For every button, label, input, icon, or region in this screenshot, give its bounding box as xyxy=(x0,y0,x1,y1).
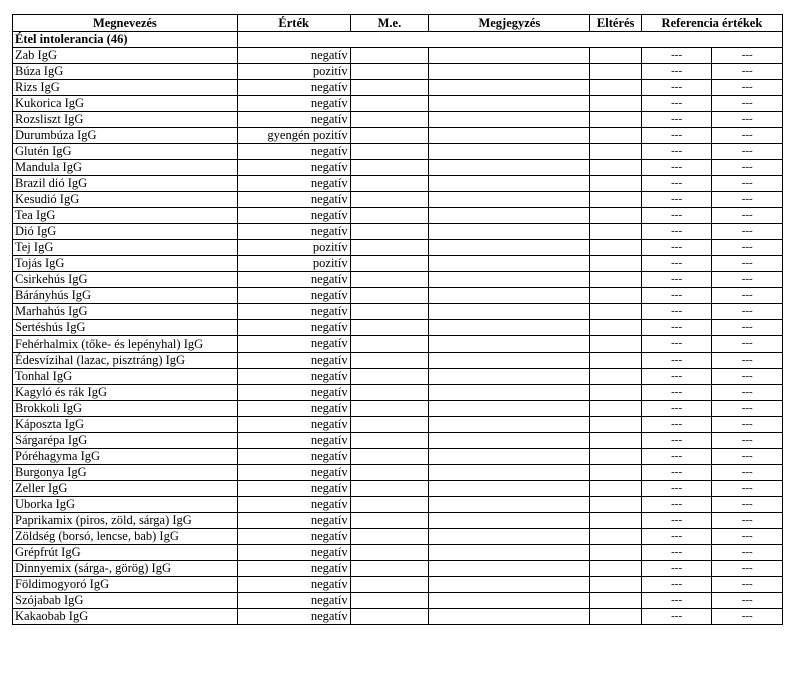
test-name: Káposzta IgG xyxy=(13,417,238,433)
test-diff xyxy=(590,529,641,545)
test-unit xyxy=(350,385,429,401)
test-name: Marhahús IgG xyxy=(13,304,238,320)
reference-high: --- xyxy=(712,369,783,385)
table-row xyxy=(13,481,783,497)
test-note xyxy=(429,401,590,417)
test-name: Brokkoli IgG xyxy=(13,401,238,417)
header-row xyxy=(13,15,783,32)
reference-high: --- xyxy=(712,433,783,449)
test-unit xyxy=(350,256,429,272)
reference-low: --- xyxy=(641,144,712,160)
test-unit xyxy=(350,208,429,224)
test-value: negatív xyxy=(237,417,350,433)
test-name: Paprikamix (piros, zöld, sárga) IgG xyxy=(13,513,238,529)
test-note xyxy=(429,112,590,128)
test-unit xyxy=(350,593,429,609)
table-row xyxy=(13,465,783,481)
reference-low: --- xyxy=(641,336,712,353)
test-diff xyxy=(590,609,641,625)
reference-high: --- xyxy=(712,385,783,401)
reference-low: --- xyxy=(641,208,712,224)
test-name: Brazil dió IgG xyxy=(13,176,238,192)
test-unit xyxy=(350,224,429,240)
test-note xyxy=(429,224,590,240)
table-row xyxy=(13,304,783,320)
reference-low: --- xyxy=(641,112,712,128)
test-name: Fehérhalmix (tőke- és lepényhal) IgG xyxy=(13,336,238,353)
test-note xyxy=(429,433,590,449)
test-diff xyxy=(590,320,641,336)
test-value: negatív xyxy=(237,529,350,545)
reference-high: --- xyxy=(712,240,783,256)
test-note xyxy=(429,256,590,272)
test-diff xyxy=(590,336,641,353)
test-name: Rozsliszt IgG xyxy=(13,112,238,128)
reference-high: --- xyxy=(712,96,783,112)
test-unit xyxy=(350,48,429,64)
reference-low: --- xyxy=(641,96,712,112)
test-unit xyxy=(350,304,429,320)
test-value: negatív xyxy=(237,369,350,385)
test-diff xyxy=(590,64,641,80)
table-row xyxy=(13,336,783,353)
reference-high: --- xyxy=(712,256,783,272)
table-row xyxy=(13,176,783,192)
test-unit xyxy=(350,577,429,593)
reference-high: --- xyxy=(712,288,783,304)
header-diff: Eltérés xyxy=(590,15,641,32)
test-diff xyxy=(590,208,641,224)
test-note xyxy=(429,48,590,64)
test-diff xyxy=(590,433,641,449)
reference-low: --- xyxy=(641,128,712,144)
test-diff xyxy=(590,96,641,112)
test-unit xyxy=(350,369,429,385)
reference-low: --- xyxy=(641,433,712,449)
test-name: Tej IgG xyxy=(13,240,238,256)
test-diff xyxy=(590,80,641,96)
test-diff xyxy=(590,401,641,417)
table-row xyxy=(13,112,783,128)
reference-high: --- xyxy=(712,577,783,593)
test-unit xyxy=(350,417,429,433)
header-unit: M.e. xyxy=(350,15,429,32)
reference-high: --- xyxy=(712,48,783,64)
test-note xyxy=(429,593,590,609)
test-value: negatív xyxy=(237,385,350,401)
reference-low: --- xyxy=(641,465,712,481)
test-unit xyxy=(350,449,429,465)
test-note xyxy=(429,609,590,625)
test-diff xyxy=(590,112,641,128)
reference-low: --- xyxy=(641,304,712,320)
test-name: Kakaobab IgG xyxy=(13,609,238,625)
test-name: Bárányhús IgG xyxy=(13,288,238,304)
test-diff xyxy=(590,240,641,256)
test-diff xyxy=(590,353,641,369)
test-value: negatív xyxy=(237,272,350,288)
test-diff xyxy=(590,224,641,240)
test-unit xyxy=(350,144,429,160)
table-row xyxy=(13,385,783,401)
test-value: negatív xyxy=(237,401,350,417)
test-value: negatív xyxy=(237,144,350,160)
test-name: Durumbúza IgG xyxy=(13,128,238,144)
reference-low: --- xyxy=(641,417,712,433)
table-row xyxy=(13,64,783,80)
test-unit xyxy=(350,176,429,192)
test-name: Zöldség (borsó, lencse, bab) IgG xyxy=(13,529,238,545)
test-unit xyxy=(350,609,429,625)
reference-low: --- xyxy=(641,385,712,401)
reference-low: --- xyxy=(641,240,712,256)
test-value: gyengén pozitív xyxy=(237,128,350,144)
reference-low: --- xyxy=(641,48,712,64)
test-diff xyxy=(590,176,641,192)
reference-high: --- xyxy=(712,417,783,433)
test-note xyxy=(429,513,590,529)
reference-low: --- xyxy=(641,609,712,625)
reference-high: --- xyxy=(712,449,783,465)
table-row xyxy=(13,320,783,336)
test-unit xyxy=(350,401,429,417)
reference-high: --- xyxy=(712,64,783,80)
test-note xyxy=(429,577,590,593)
test-value: negatív xyxy=(237,224,350,240)
test-diff xyxy=(590,160,641,176)
test-note xyxy=(429,128,590,144)
test-unit xyxy=(350,433,429,449)
table-row xyxy=(13,48,783,64)
reference-high: --- xyxy=(712,320,783,336)
test-value: negatív xyxy=(237,465,350,481)
test-note xyxy=(429,176,590,192)
table-row xyxy=(13,545,783,561)
test-name: Sárgarépa IgG xyxy=(13,433,238,449)
table-row xyxy=(13,577,783,593)
table-row xyxy=(13,192,783,208)
test-name: Rizs IgG xyxy=(13,80,238,96)
test-value: negatív xyxy=(237,160,350,176)
reference-high: --- xyxy=(712,128,783,144)
test-name: Kagyló és rák IgG xyxy=(13,385,238,401)
reference-high: --- xyxy=(712,192,783,208)
reference-high: --- xyxy=(712,224,783,240)
reference-high: --- xyxy=(712,176,783,192)
test-unit xyxy=(350,529,429,545)
reference-low: --- xyxy=(641,224,712,240)
test-diff xyxy=(590,385,641,401)
test-value: pozitív xyxy=(237,256,350,272)
test-value: negatív xyxy=(237,353,350,369)
table-row xyxy=(13,369,783,385)
reference-low: --- xyxy=(641,401,712,417)
test-value: negatív xyxy=(237,577,350,593)
test-name: Szójabab IgG xyxy=(13,593,238,609)
reference-low: --- xyxy=(641,176,712,192)
test-note xyxy=(429,272,590,288)
test-note xyxy=(429,529,590,545)
header-reference: Referencia értékek xyxy=(641,15,782,32)
test-value: negatív xyxy=(237,561,350,577)
test-note xyxy=(429,385,590,401)
reference-high: --- xyxy=(712,336,783,353)
reference-high: --- xyxy=(712,497,783,513)
reference-high: --- xyxy=(712,304,783,320)
test-value: negatív xyxy=(237,176,350,192)
test-note xyxy=(429,481,590,497)
test-value: negatív xyxy=(237,48,350,64)
reference-low: --- xyxy=(641,513,712,529)
reference-high: --- xyxy=(712,609,783,625)
test-value: negatív xyxy=(237,481,350,497)
test-value: negatív xyxy=(237,288,350,304)
test-value: negatív xyxy=(237,304,350,320)
reference-high: --- xyxy=(712,529,783,545)
test-name: Grépfrút IgG xyxy=(13,545,238,561)
reference-low: --- xyxy=(641,256,712,272)
table-row xyxy=(13,240,783,256)
test-name: Póréhagyma IgG xyxy=(13,449,238,465)
test-name: Csirkehús IgG xyxy=(13,272,238,288)
results-table xyxy=(12,14,783,625)
table-row xyxy=(13,208,783,224)
table-row xyxy=(13,609,783,625)
reference-low: --- xyxy=(641,577,712,593)
reference-low: --- xyxy=(641,561,712,577)
test-unit xyxy=(350,96,429,112)
reference-high: --- xyxy=(712,545,783,561)
section-row xyxy=(13,32,783,48)
test-name: Tea IgG xyxy=(13,208,238,224)
test-diff xyxy=(590,593,641,609)
test-note xyxy=(429,545,590,561)
test-unit xyxy=(350,465,429,481)
table-row xyxy=(13,353,783,369)
test-diff xyxy=(590,272,641,288)
test-name: Kesudió IgG xyxy=(13,192,238,208)
test-note xyxy=(429,449,590,465)
table-row xyxy=(13,96,783,112)
test-note xyxy=(429,192,590,208)
reference-low: --- xyxy=(641,481,712,497)
test-value: negatív xyxy=(237,545,350,561)
test-name: Zab IgG xyxy=(13,48,238,64)
table-row xyxy=(13,288,783,304)
test-name: Tonhal IgG xyxy=(13,369,238,385)
section-title: Étel intolerancia (46) xyxy=(13,32,238,48)
test-note xyxy=(429,240,590,256)
reference-low: --- xyxy=(641,80,712,96)
table-row xyxy=(13,529,783,545)
table-row xyxy=(13,417,783,433)
test-value: negatív xyxy=(237,208,350,224)
test-name: Dió IgG xyxy=(13,224,238,240)
table-row xyxy=(13,497,783,513)
reference-low: --- xyxy=(641,192,712,208)
test-unit xyxy=(350,64,429,80)
table-row xyxy=(13,561,783,577)
table-row xyxy=(13,160,783,176)
test-note xyxy=(429,96,590,112)
test-name: Búza IgG xyxy=(13,64,238,80)
table-row xyxy=(13,80,783,96)
reference-high: --- xyxy=(712,160,783,176)
test-name: Mandula IgG xyxy=(13,160,238,176)
test-note xyxy=(429,160,590,176)
test-unit xyxy=(350,561,429,577)
test-name: Sertéshús IgG xyxy=(13,320,238,336)
reference-low: --- xyxy=(641,449,712,465)
test-unit xyxy=(350,497,429,513)
reference-low: --- xyxy=(641,497,712,513)
reference-low: --- xyxy=(641,353,712,369)
reference-low: --- xyxy=(641,272,712,288)
test-note xyxy=(429,80,590,96)
test-diff xyxy=(590,417,641,433)
table-row xyxy=(13,593,783,609)
table-row xyxy=(13,256,783,272)
test-diff xyxy=(590,481,641,497)
test-unit xyxy=(350,545,429,561)
test-unit xyxy=(350,336,429,353)
reference-low: --- xyxy=(641,288,712,304)
test-value: negatív xyxy=(237,513,350,529)
reference-low: --- xyxy=(641,64,712,80)
test-name: Tojás IgG xyxy=(13,256,238,272)
reference-high: --- xyxy=(712,80,783,96)
table-row xyxy=(13,433,783,449)
test-name: Dinnyemix (sárga-, görög) IgG xyxy=(13,561,238,577)
test-value: negatív xyxy=(237,449,350,465)
reference-low: --- xyxy=(641,529,712,545)
table-row xyxy=(13,224,783,240)
reference-low: --- xyxy=(641,369,712,385)
reference-high: --- xyxy=(712,593,783,609)
reference-high: --- xyxy=(712,272,783,288)
test-value: negatív xyxy=(237,336,350,353)
test-diff xyxy=(590,465,641,481)
test-note xyxy=(429,288,590,304)
test-name: Kukorica IgG xyxy=(13,96,238,112)
test-value: negatív xyxy=(237,593,350,609)
test-value: negatív xyxy=(237,96,350,112)
test-diff xyxy=(590,513,641,529)
reference-high: --- xyxy=(712,513,783,529)
test-unit xyxy=(350,481,429,497)
table-row xyxy=(13,128,783,144)
test-unit xyxy=(350,240,429,256)
test-diff xyxy=(590,561,641,577)
reference-low: --- xyxy=(641,545,712,561)
header-note: Megjegyzés xyxy=(429,15,590,32)
header-name: Megnevezés xyxy=(13,15,238,32)
reference-high: --- xyxy=(712,353,783,369)
test-note xyxy=(429,353,590,369)
section-filler xyxy=(237,32,782,48)
reference-high: --- xyxy=(712,144,783,160)
test-name: Zeller IgG xyxy=(13,481,238,497)
test-unit xyxy=(350,353,429,369)
test-diff xyxy=(590,304,641,320)
reference-high: --- xyxy=(712,561,783,577)
test-diff xyxy=(590,577,641,593)
test-note xyxy=(429,144,590,160)
test-diff xyxy=(590,128,641,144)
reference-high: --- xyxy=(712,112,783,128)
test-unit xyxy=(350,192,429,208)
reference-low: --- xyxy=(641,320,712,336)
reference-high: --- xyxy=(712,208,783,224)
test-value: negatív xyxy=(237,192,350,208)
test-value: negatív xyxy=(237,433,350,449)
test-value: negatív xyxy=(237,609,350,625)
test-name: Uborka IgG xyxy=(13,497,238,513)
reference-low: --- xyxy=(641,593,712,609)
test-name: Glutén IgG xyxy=(13,144,238,160)
header-value: Érték xyxy=(237,15,350,32)
test-note xyxy=(429,369,590,385)
table-row xyxy=(13,513,783,529)
test-unit xyxy=(350,128,429,144)
test-name: Földimogyoró IgG xyxy=(13,577,238,593)
test-value: negatív xyxy=(237,497,350,513)
test-unit xyxy=(350,112,429,128)
test-note xyxy=(429,304,590,320)
test-diff xyxy=(590,48,641,64)
test-diff xyxy=(590,369,641,385)
test-value: pozitív xyxy=(237,240,350,256)
reference-high: --- xyxy=(712,401,783,417)
test-note xyxy=(429,320,590,336)
test-diff xyxy=(590,192,641,208)
test-unit xyxy=(350,288,429,304)
test-value: negatív xyxy=(237,112,350,128)
table-row xyxy=(13,449,783,465)
test-value: pozitív xyxy=(237,64,350,80)
test-value: negatív xyxy=(237,320,350,336)
test-unit xyxy=(350,160,429,176)
reference-low: --- xyxy=(641,160,712,176)
test-note xyxy=(429,497,590,513)
test-unit xyxy=(350,320,429,336)
test-diff xyxy=(590,144,641,160)
test-unit xyxy=(350,80,429,96)
test-note xyxy=(429,64,590,80)
test-name: Édesvízihal (lazac, pisztráng) IgG xyxy=(13,353,238,369)
test-diff xyxy=(590,497,641,513)
test-name: Burgonya IgG xyxy=(13,465,238,481)
test-diff xyxy=(590,545,641,561)
test-diff xyxy=(590,288,641,304)
reference-high: --- xyxy=(712,481,783,497)
test-value: negatív xyxy=(237,80,350,96)
test-note xyxy=(429,336,590,353)
table-row xyxy=(13,401,783,417)
test-note xyxy=(429,465,590,481)
test-diff xyxy=(590,449,641,465)
test-unit xyxy=(350,272,429,288)
test-note xyxy=(429,561,590,577)
reference-high: --- xyxy=(712,465,783,481)
table-row xyxy=(13,144,783,160)
test-unit xyxy=(350,513,429,529)
test-note xyxy=(429,208,590,224)
test-note xyxy=(429,417,590,433)
table-row xyxy=(13,272,783,288)
test-diff xyxy=(590,256,641,272)
